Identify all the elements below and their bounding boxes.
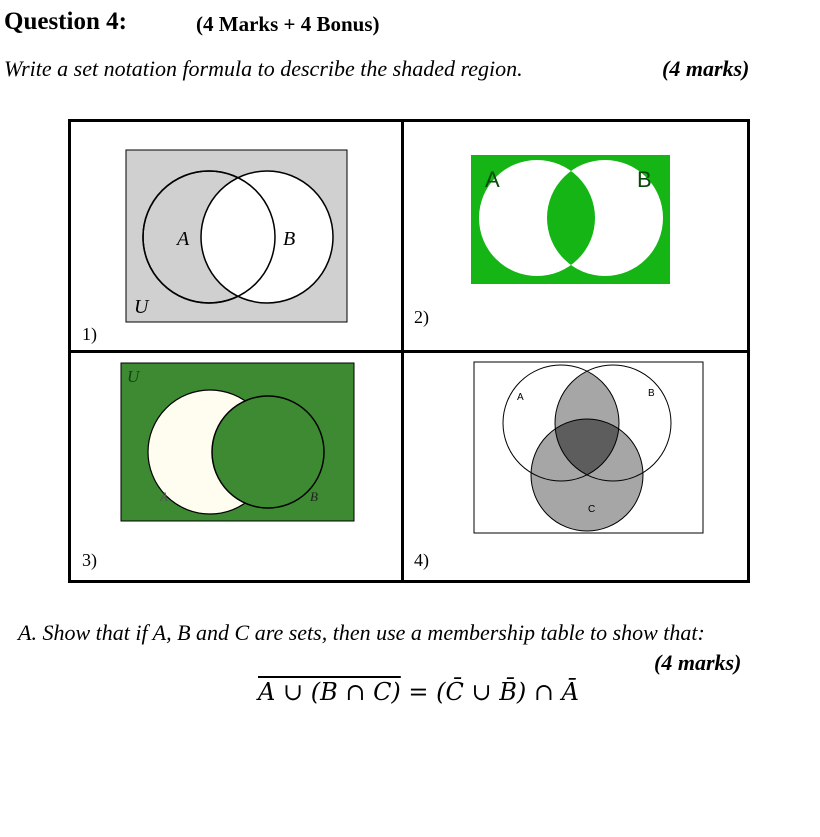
label-b-2: B <box>637 167 652 192</box>
label-a-2: A <box>485 167 500 192</box>
venn-diagram-4 <box>473 361 704 534</box>
part-a-marks: (4 marks) <box>654 650 742 675</box>
label-a-4: A <box>517 392 524 403</box>
instruction-text: Write a set notation formula to describe the shaded region. <box>4 56 523 81</box>
formula-union: ∪ <box>463 678 500 706</box>
diagram-label-2: 2) <box>414 307 429 327</box>
instruction-marks: (4 marks) <box>662 56 750 81</box>
formula-equals: = ( <box>400 678 446 706</box>
label-b-4: B <box>648 388 655 399</box>
label-c-4: C <box>588 504 596 515</box>
circle-b-3 <box>212 396 324 508</box>
formula-a-complement: Ā <box>561 678 579 706</box>
grid-divider-horizontal <box>68 350 750 353</box>
question-marks: (4 Marks + 4 Bonus) <box>196 12 380 36</box>
venn-diagram-1 <box>125 149 349 324</box>
formula-b-complement: B̄ <box>499 678 517 706</box>
label-b-3: B <box>310 489 318 504</box>
venn-diagram-2 <box>471 155 671 285</box>
diagram-label-1: 1) <box>82 324 97 344</box>
question-title: Question 4: <box>4 8 127 35</box>
label-a-1: A <box>177 228 190 250</box>
label-a-3: A <box>160 489 168 504</box>
diagram-label-3: 3) <box>82 550 97 570</box>
label-universe-3: U <box>127 367 140 386</box>
circle-b-1 <box>201 171 333 303</box>
diagram-label-4: 4) <box>414 550 429 570</box>
venn-diagram-3 <box>120 362 356 523</box>
formula-lhs: A ∪ (B ∩ C) <box>258 678 401 706</box>
label-b-1: B <box>283 228 296 250</box>
label-universe-1: U <box>134 296 149 318</box>
formula-c-complement: C̄ <box>445 678 464 706</box>
set-identity-formula <box>258 678 579 706</box>
part-a-text: A. Show that if A, B and C are sets, then use a membership table to show that: <box>18 620 705 645</box>
formula-close-intersect: ) ∩ <box>516 678 562 706</box>
